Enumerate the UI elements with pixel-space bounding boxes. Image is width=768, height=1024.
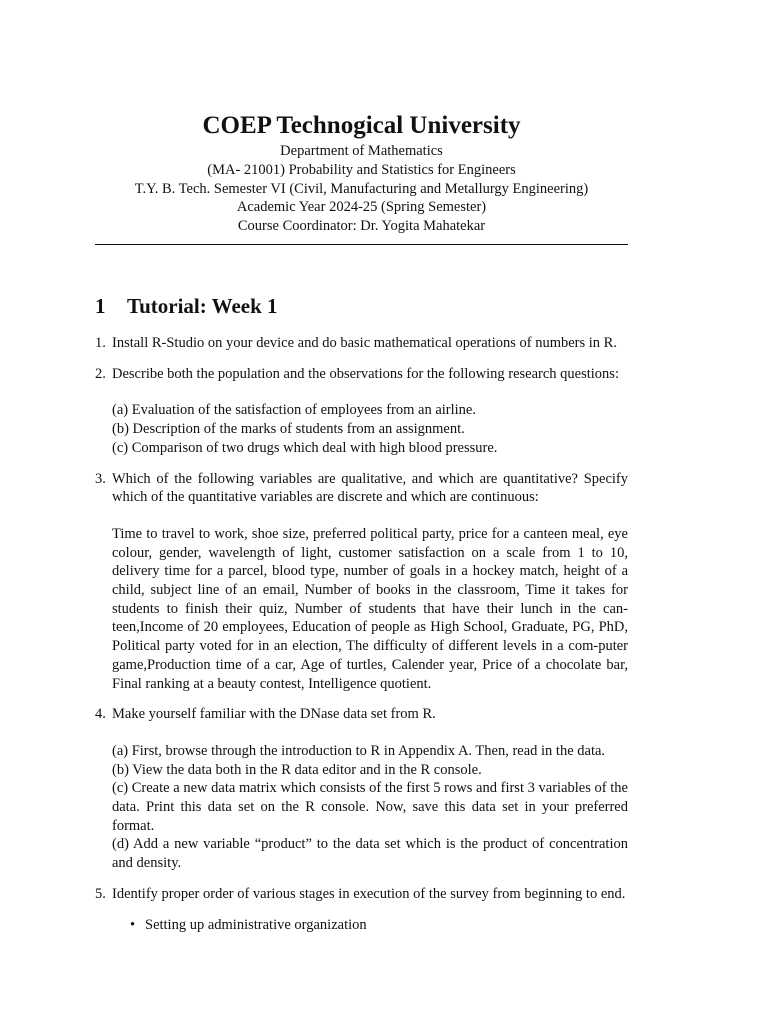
sub-question: (c) Create a new data matrix which consists of the first 5 rows and first 3 variables of the data. Print this data set on the R console. Now, save this data set in your preferred format. xyxy=(112,780,628,834)
question-text: Identify proper order of various stages in execution of the survey from beginning to end. xyxy=(112,885,626,902)
question-number: 1. xyxy=(95,335,106,351)
question-text: Make yourself familiar with the DNase data set from R. xyxy=(112,706,436,723)
question-text: Install R-Studio on your device and do basic mathematical operations of numbers in R. xyxy=(112,335,617,351)
sub-question: (a) First, browse through the introduction to R in Appendix A. Then, read in the data. xyxy=(112,742,606,759)
bullet-item xyxy=(112,916,628,935)
question-number: 3. xyxy=(95,470,106,487)
program-line: T.Y. B. Tech. Semester VI (Civil, Manufacturing and Metallurgy Engineering) xyxy=(134,180,589,197)
sub-question: (c) Comparison of two drugs which deal with high blood pressure. xyxy=(112,439,498,456)
question-item xyxy=(95,705,628,873)
question-item xyxy=(95,334,628,353)
variable-list-paragraph: Time to travel to work, shoe size, preferred political party, price for a canteen meal, eye colour, gender, wavelength of light, customer satisfaction on a scale from 1 to 10, delivery time for a parcel, blood type, number of goals in a hockey match, height of a child, subject line of an email, Number of books in the classroom, Time it takes for students to finish their quiz, Number of students that have their lunch in the can-teen,Income of 20 employees, Education of people as High School, Graduate, PG, PhD, Political party voted for in an election, The difficulty of different levels in a com-puter game,Production time of a car, Age of turtles, Calender year, Price of a chocolate bar, Final ranking at a beauty contest, Intelligence quotient. xyxy=(112,525,628,692)
question-number: 2. xyxy=(95,365,106,382)
section-title: Tutorial: Week 1 xyxy=(127,294,278,318)
document-header xyxy=(95,110,628,236)
question-list xyxy=(95,334,628,946)
question-text: Which of the following variables are qualitative, and which are quantitative? Specify which of the quantitative variables are discrete and which are continuous: xyxy=(112,470,628,506)
bullet-dot-icon: • xyxy=(130,916,136,933)
question-item xyxy=(95,470,628,694)
section-heading xyxy=(95,292,278,320)
question-number: 5. xyxy=(95,885,106,902)
course-line: (MA- 21001) Probability and Statistics for Engineers xyxy=(207,161,516,178)
question-text: Describe both the population and the observations for the following research questions: xyxy=(112,365,619,382)
question-item xyxy=(95,885,628,934)
university-title: COEP Technogical University xyxy=(202,112,521,139)
department-line: Department of Mathematics xyxy=(280,143,443,159)
question-number: 4. xyxy=(95,706,106,723)
section-number: 1 xyxy=(95,294,106,318)
bullet-text: Setting up administrative organization xyxy=(145,916,367,933)
coordinator-line: Course Coordinator: Dr. Yogita Mahatekar xyxy=(237,218,486,235)
sub-question: (b) Description of the marks of students from an assignment. xyxy=(112,421,465,438)
sub-question: (b) View the data both in the R data editor and in the R console. xyxy=(112,761,482,778)
sub-question-list xyxy=(112,742,628,873)
question-item xyxy=(95,365,628,458)
sub-question-list xyxy=(112,401,628,457)
academic-year-line: Academic Year 2024-25 (Spring Semester) xyxy=(236,199,487,216)
sub-question: (a) Evaluation of the satisfaction of employees from an airline. xyxy=(112,402,476,419)
header-divider xyxy=(95,244,628,245)
sub-question: (d) Add a new variable “product” to the data set which is the product of concentration and density. xyxy=(112,836,628,872)
